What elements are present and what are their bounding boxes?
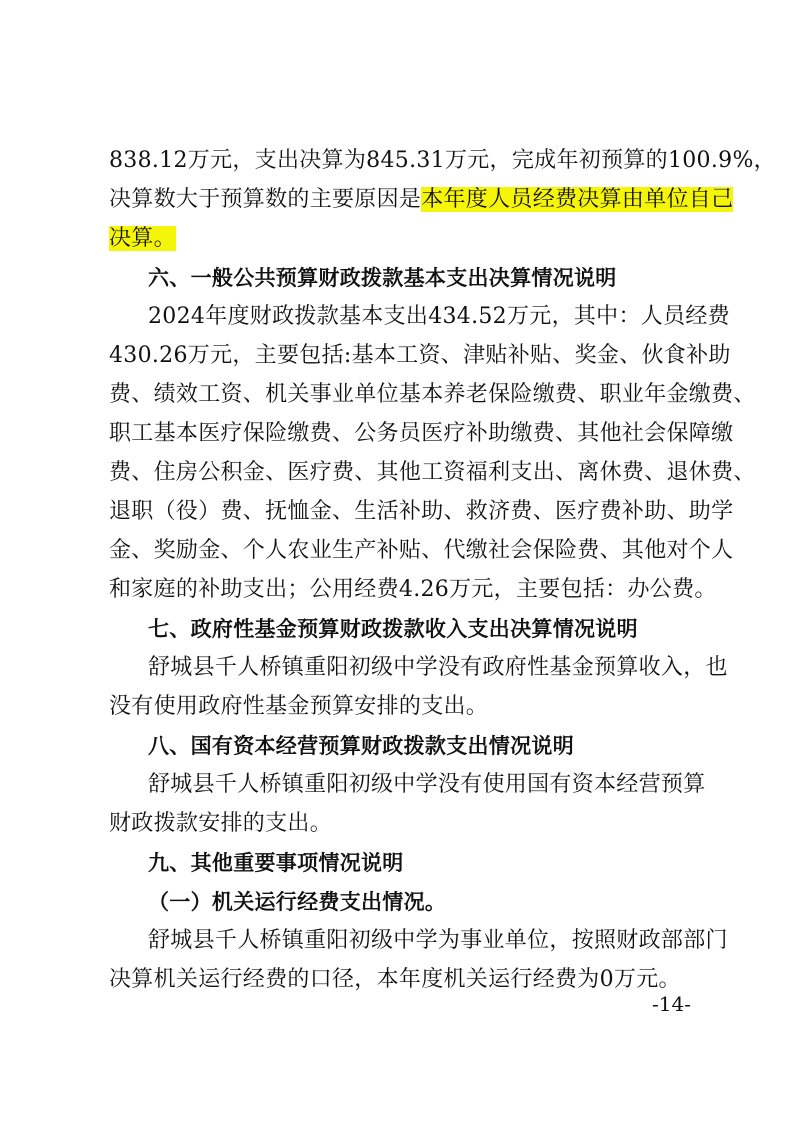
section-heading-9: 九、其他重要事项情况说明 (148, 851, 404, 875)
paragraph-line: 舒城县千人桥镇重阳初级中学为事业单位，按照财政部部门 (148, 928, 728, 953)
paragraph-line (109, 185, 733, 215)
paragraph-line: 和家庭的补助支出；公用经费4.26万元，主要包括：办公费。 (109, 577, 717, 602)
paragraph-line: 没有使用政府性基金预算安排的支出。 (109, 694, 489, 719)
section-heading-7: 七、政府性基金预算财政拨款收入支出决算情况说明 (148, 617, 638, 641)
paragraph-line: 财政拨款安排的支出。 (109, 811, 333, 836)
highlighted-text: 本年度人员经费决算由单位自己 (421, 187, 734, 212)
paragraph-line (109, 224, 176, 254)
paragraph-line: 舒城县千人桥镇重阳初级中学没有使用国有资本经营预算 (148, 772, 706, 797)
section-heading-8: 八、国有资本经营预算财政拨款支出情况说明 (148, 734, 574, 758)
paragraph-line: 职工基本医疗保险缴费、公务员医疗补助缴费、其他社会保障缴 (109, 421, 734, 446)
paragraph-line: 决算机关运行经费的口径，本年度机关运行经费为0万元。 (109, 967, 681, 992)
paragraph-line: 2024年度财政拨款基本支出434.52万元，其中：人员经费 (148, 304, 730, 329)
section-heading-6: 六、一般公共预算财政拨款基本支出决算情况说明 (148, 266, 617, 290)
paragraph-line: 舒城县千人桥镇重阳初级中学没有政府性基金预算收入，也 (148, 655, 728, 680)
paragraph-line: 退职（役）费、抚恤金、生活补助、救济费、医疗费补助、助学 (109, 499, 734, 524)
paragraph-line: 金、奖励金、个人农业生产补贴、代缴社会保险费、其他对个人 (109, 538, 734, 563)
subsection-heading: （一）机关运行经费支出情况。 (148, 890, 447, 914)
paragraph-text: 决算数大于预算数的主要原因是 (109, 187, 422, 212)
paragraph-line: 费、住房公积金、医疗费、其他工资福利支出、离休费、退休费、 (109, 460, 756, 485)
paragraph-line: 430.26万元，主要包括:基本工资、津贴补贴、奖金、伙食补助 (109, 343, 731, 368)
paragraph-line: 费、绩效工资、机关事业单位基本养老保险缴费、职业年金缴费、 (109, 382, 756, 407)
highlighted-text: 决算。 (109, 226, 176, 251)
page-number: -14- (652, 992, 691, 1016)
paragraph-line: 838.12万元，支出决算为845.31万元，完成年初预算的100.9%， (109, 148, 776, 173)
